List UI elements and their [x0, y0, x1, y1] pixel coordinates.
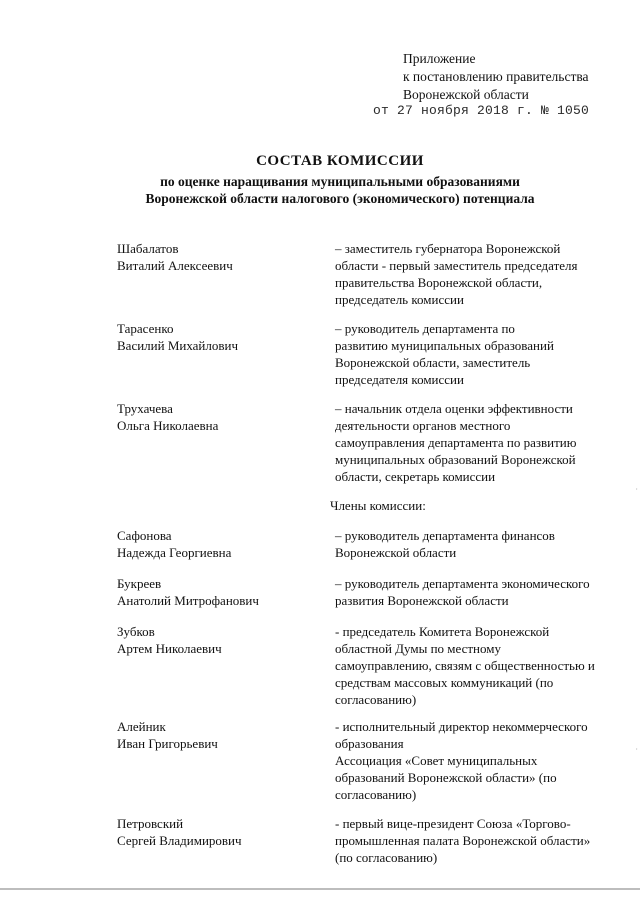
role-line: - первый вице-президент Союза «Торгово- [335, 816, 571, 831]
surname: Алейник [117, 719, 166, 734]
role-line: самоуправлению, связям с общественностью и [335, 658, 595, 673]
surname: Букреев [117, 576, 162, 591]
document-title: СОСТАВ КОМИССИИ [256, 153, 424, 169]
person-name [117, 623, 317, 657]
role-line: – руководитель департамента по [335, 321, 515, 336]
role-line: Ассоциация «Совет муниципальных [335, 753, 538, 768]
role-line: самоуправления департамента по развитию [335, 435, 577, 450]
role-line: – заместитель губернатора Воронежской [335, 241, 561, 256]
given-names: Артем Николаевич [117, 641, 222, 656]
document-subtitle-line-1: по оценке наращивания муниципальными образованиями [160, 174, 520, 189]
role-line: образования [335, 736, 404, 751]
given-names: Сергей Владимирович [117, 833, 242, 848]
scan-bottom-edge [0, 888, 640, 890]
appendix-line-2: к постановлению правительства [403, 69, 589, 84]
given-names: Ольга Николаевна [117, 418, 219, 433]
person-name [117, 815, 317, 849]
role-line: правительства Воронежской области, [335, 275, 543, 290]
person-name [117, 400, 317, 434]
role-line: развитию муниципальных образований [335, 338, 554, 353]
person-name [117, 527, 317, 561]
person-role [335, 718, 620, 803]
role-line: – руководитель департамента финансов [335, 528, 555, 543]
surname: Трухачева [117, 401, 173, 416]
role-line: - председатель Комитета Воронежской [335, 624, 550, 639]
role-line: образований Воронежской области» (по [335, 770, 557, 785]
resolution-date-stamp: от 27 ноября 2018 г. № 1050 [373, 103, 590, 118]
person-role [335, 623, 620, 708]
role-line: средствам массовых коммуникаций (по [335, 675, 554, 690]
person-name [117, 320, 317, 354]
person-role [335, 400, 620, 485]
given-names: Надежда Георгиевна [117, 545, 232, 560]
given-names: Иван Григорьевич [117, 736, 218, 751]
surname: Сафонова [117, 528, 172, 543]
surname: Тарасенко [117, 321, 174, 336]
role-line: области - первый заместитель председателя [335, 258, 578, 273]
role-line: - исполнительный директор некоммерческого [335, 719, 588, 734]
role-line: муниципальных образований Воронежской [335, 452, 576, 467]
scan-edge-mark: · [635, 485, 638, 494]
scan-edge-mark: · [635, 745, 638, 754]
role-line: председатель комиссии [335, 292, 464, 307]
role-line: деятельности органов местного [335, 418, 511, 433]
person-role [335, 527, 620, 561]
given-names: Анатолий Митрофанович [117, 593, 259, 608]
given-names: Виталий Алексеевич [117, 258, 233, 273]
role-line: согласованию) [335, 692, 417, 707]
person-name [117, 240, 317, 274]
person-role [335, 320, 620, 388]
person-role [335, 815, 620, 866]
surname: Зубков [117, 624, 155, 639]
role-line: (по согласованию) [335, 850, 438, 865]
role-line: Воронежской области [335, 545, 457, 560]
role-line: – начальник отдела оценки эффективности [335, 401, 573, 416]
role-line: областной Думы по местному [335, 641, 501, 656]
person-role [335, 240, 620, 308]
surname: Шабалатов [117, 241, 179, 256]
surname: Петровский [117, 816, 184, 831]
person-name [117, 718, 317, 752]
role-line: согласованию) [335, 787, 417, 802]
document-subtitle-line-2: Воронежской области налогового (экономического) потенциала [145, 191, 535, 206]
given-names: Василий Михайлович [117, 338, 239, 353]
role-line: промышленная палата Воронежской области» [335, 833, 591, 848]
appendix-note [403, 50, 589, 104]
person-name [117, 575, 317, 609]
role-line: развития Воронежской области [335, 593, 509, 608]
appendix-line-3: Воронежской области [403, 87, 529, 102]
members-heading: Члены комиссии: [330, 498, 426, 513]
role-line: – руководитель департамента экономического [335, 576, 590, 591]
role-line: Воронежской области, заместитель [335, 355, 531, 370]
appendix-line-1: Приложение [403, 51, 476, 66]
role-line: председателя комиссии [335, 372, 464, 387]
person-role [335, 575, 620, 609]
role-line: области, секретарь комиссии [335, 469, 496, 484]
